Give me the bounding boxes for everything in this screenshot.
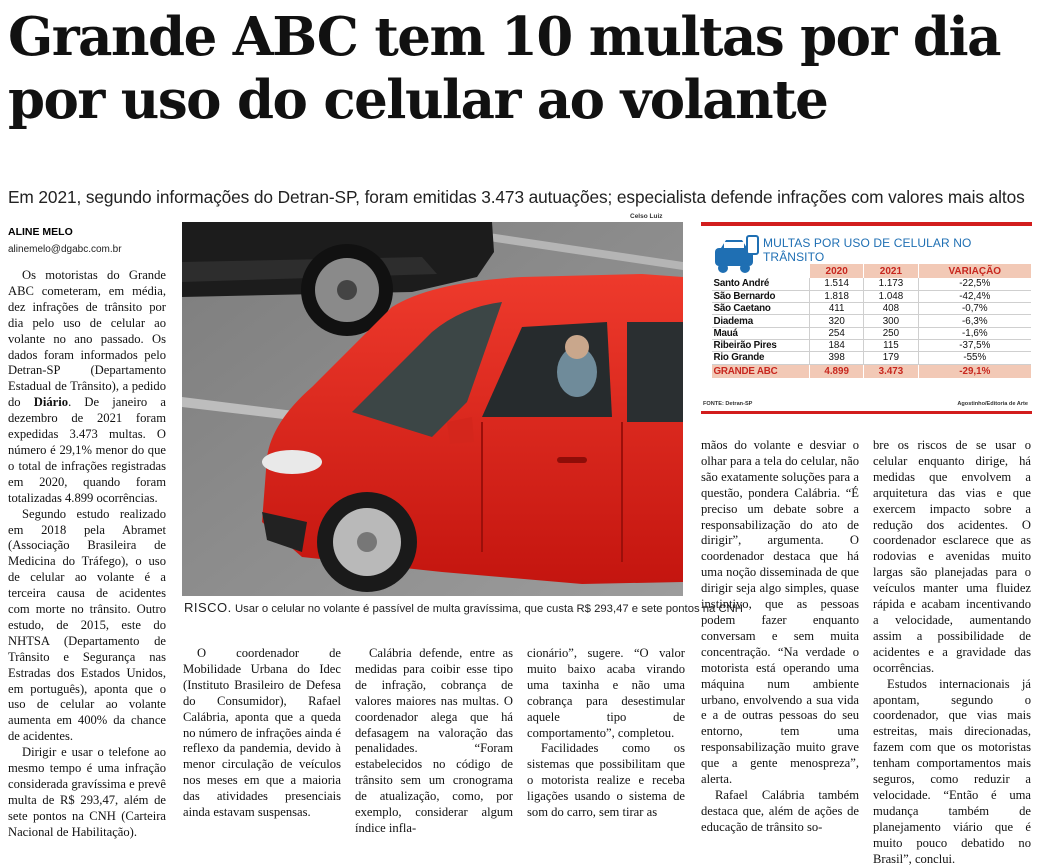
paragraph: Os motoristas do Grande ABC cometeram, em média, dez infrações de trânsito por dia pelo uso de celular ao volante no ano passado. Os dados foram informados pelo Detran-SP (Departamento Estadual de Trânsito), a pedido do Diário. De janeiro a dezembro de 2021 foram expedidas 3.473 multas. O número é 29,1% menor do que o total de infrações registradas em 2020, quando foram totalizadas 4.899 ocorrências. <box>8 268 166 505</box>
paragraph: bre os riscos de se usar o celular enquanto dirige, há medidas que envolvem a arquitetura das vias e que exercem impacto sobre a redução dos acidentes. O coordenador esclarece que as rodovias e avenidas muito largas são planejadas para o veículos manter uma fluidez rápida e acabam incentivando a velocidade, aumentando assim a possibilidade de acidentes e a gravidade das ocorrências. <box>873 438 1031 675</box>
paragraph: O coordenador de Mobilidade Urbana do Idec (Instituto Brasileiro de Defesa do Consumidor), Rafael Calábria, aponta que a queda no número de infrações ainda é reflexo da pandemia, devido à menor circulação de veículos nos meses em que a maioria das atividades presenciais ainda estavam suspensas. <box>183 646 341 820</box>
paragraph: mãos do volante e desviar o olhar para a tela do celular, não são exatamente soluções para a questão, pondera Calábria. “É preciso um debate sobre a responsabilização do ato de dirigir”, argumenta. O coordenador destaca que há uma noção disseminada de que dirigir seja algo simples, quase instintivo, que as pessoas podem fazer enquanto conversam e sem muita concentração. “Na verdade o motorista está operando uma máquina num ambiente urbano, envolvendo a sua vida e a de outras pessoas do seu entorno, tem uma responsabilização muito grave que a gente menospreza”, alerta. <box>701 438 859 787</box>
infographic-source: FONTE: Detran-SP <box>703 401 753 407</box>
column-header: 2021 <box>864 264 918 278</box>
paragraph: Dirigir e usar o telefone ao mesmo tempo é uma infração considerada gravíssima e prevê multa de R$ 293,47, além de sete pontos na CNH (Carteira Nacional de Habilitação). <box>8 745 166 839</box>
fines-table <box>711 264 1031 378</box>
infographic-title: MULTAS POR USO DE CELULAR NO TRÂNSITO <box>763 236 972 264</box>
infographic-art-credit: Agostinho/Editoria de Arte <box>957 401 1028 407</box>
headline: Grande ABC tem 10 multas por dia por uso do celular ao volante <box>8 6 1000 131</box>
infographic <box>701 222 1032 411</box>
table-total-row: GRANDE ABC 4.899 3.473 -29,1% <box>712 364 1032 378</box>
infographic-footer <box>701 398 1032 409</box>
table-row: Mauá 254 250 -1,6% <box>712 327 1032 339</box>
column-header: VARIAÇÃO <box>918 264 1031 278</box>
column-header: 2020 <box>810 264 864 278</box>
author-name: ALINE MELO <box>8 226 73 238</box>
paragraph: cionário”, sugere. “O valor muito baixo acaba virando uma taxinha e não uma cobrança para desestimular aquele tipo de comportamento”, completou. <box>527 646 685 740</box>
paragraph: Calábria defende, entre as medidas para coibir esse tipo de infração, cobrança de valores maiores nas multas. O coordenador alega que há defasagem na valoração das penalidades. “Foram estabelecidos no código de trânsito sem um cronograma de atualização, como, por exemplo, considerar algum índice infla- <box>355 646 513 835</box>
article-column-3 <box>355 646 513 837</box>
photo-credit: Celso Luiz <box>630 213 663 220</box>
table-row: Ribeirão Pires 184 115 -37,5% <box>712 339 1032 351</box>
paragraph: Rafael Calábria também destaca que, além de ações de educação de trânsito so- <box>701 787 859 834</box>
author-email[interactable]: alinemelo@dgabc.com.br <box>8 244 122 255</box>
byline <box>8 226 168 255</box>
article-column-5 <box>701 438 859 836</box>
paragraph: Facilidades como os sistemas que possibilitam que o motorista realize e receba ligações usando o sistema de som do carro, sem tirar as <box>527 741 685 820</box>
paragraph: Segundo estudo realizado em 2018 pela Abramet (Associação Brasileira de Medicina do Tráfego), o uso de celular ao volante é a terceira causa de acidentes com morte no trânsito. Outro estudo, de 2015, este do NHTSA (Departamento de Trânsito e Segurança nas Estradas dos Estados Unidos, em português), aponta que o uso de celular ao volante aumenta em 400% da chance de acidentes. <box>8 506 166 744</box>
subhead: Em 2021, segundo informações do Detran-SP, foram emitidas 3.473 autuações; especialista defende infrações com valores mais altos <box>8 187 1025 207</box>
infographic-bottom-rule <box>701 411 1032 414</box>
table-row: São Caetano 411 408 -0,7% <box>712 303 1032 315</box>
table-row: Diadema 320 300 -6,3% <box>712 315 1032 327</box>
table-row: Rio Grande 398 179 -55% <box>712 352 1032 364</box>
article-column-1 <box>8 268 166 841</box>
article-column-6 <box>873 438 1031 867</box>
table-row: São Bernardo 1.818 1.048 -42,4% <box>712 290 1032 302</box>
table-row: Santo André 1.514 1.173 -22,5% <box>712 278 1032 290</box>
article-column-4 <box>527 646 685 821</box>
article-column-2 <box>183 646 341 821</box>
paragraph: Estudos internacionais já apontam, segundo o coordenador, que vias mais estreitas, mais direcionadas, fazem com que os motoristas tenham comportamentos mais seguros, como reduzir a velocidade. “Então é uma mudança também de planejamento viário que é muito pouco debatido no Brasil”, conclui. <box>873 676 1031 866</box>
car-photo-image <box>182 222 683 596</box>
photo <box>182 222 683 596</box>
photo-caption: RISCO. Usar o celular no volante é passível de multa gravíssima, que custa R$ 293,47 e sete pontos na CNH <box>184 600 743 615</box>
